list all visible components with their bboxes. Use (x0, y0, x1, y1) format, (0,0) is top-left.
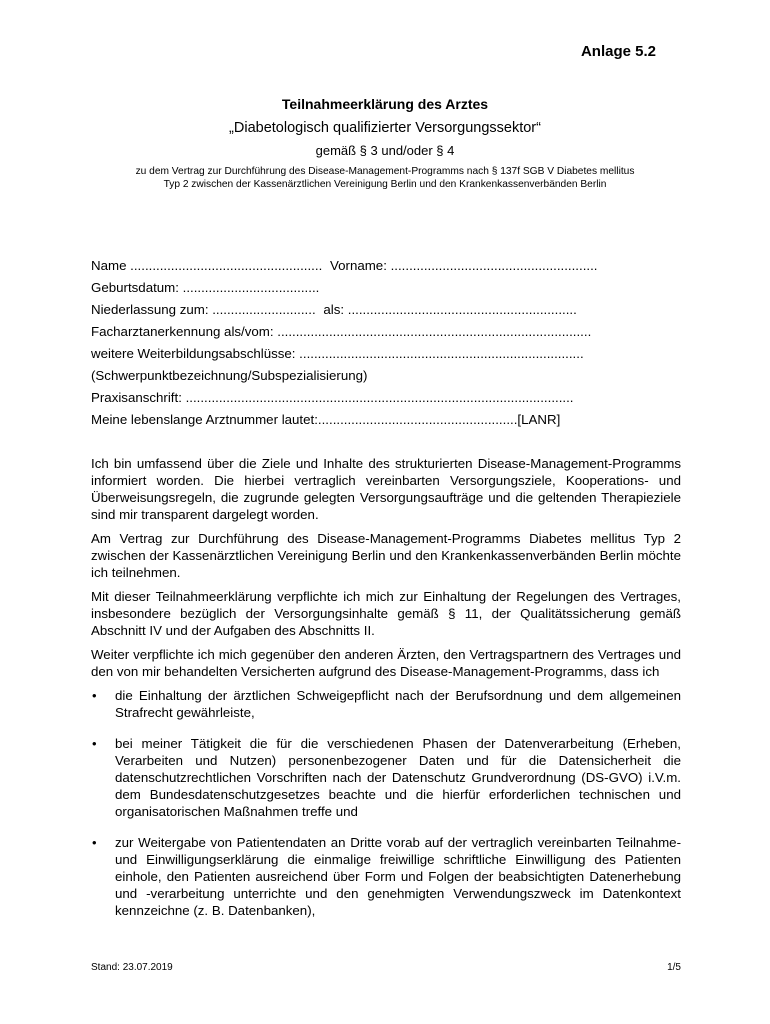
section-reference: gemäß § 3 und/oder § 4 (315, 143, 455, 158)
document-body (91, 455, 681, 933)
bullet-icon: • (92, 835, 97, 850)
form-row-geburtsdatum (91, 279, 681, 301)
paragraph-3: Mit dieser Teilnahmeerklärung verpflichte ich mich zur Einhaltung der Regelungen des Vertrages, insbesondere bezüglich der Versorgungsinhalte gemäß § 11, der Qualitätssicherung gemäß Abschnitt IV und der Aufgaben des Abschnitts II. (91, 589, 681, 638)
list-item-text: zur Weitergabe von Patientendaten an Dritte vorab auf der vertraglich vereinbarten Teilnahme- und Einwilligungserklärung die einmalige freiwillige schriftliche Einwilligung des Patienten einhole, den Patienten ausreichend über Form und Folgen der beabsichtigten Datenerhebung und -verarbeitung unterrichte und den genehmigten Verwendungszweck im Datenkontext kennzeichne (z. B. Datenbanken), (115, 835, 681, 918)
list-item (91, 834, 681, 919)
form-row-weiterbildung (91, 345, 681, 367)
annex-label: Anlage 5.2 (580, 43, 656, 60)
arztnummer-field[interactable]: Meine lebenslange Arztnummer lautet:......................................................[LANR] (91, 412, 561, 427)
niederlassung-field[interactable]: Niederlassung zum: ............................ (91, 302, 316, 317)
form-row-arztnummer (91, 411, 681, 433)
geburtsdatum-field[interactable]: Geburtsdatum: ..................................... (91, 280, 320, 295)
paragraph-1: Ich bin umfassend über die Ziele und Inhalte des strukturierten Disease-Management-Programms informiert worden. Die hierbei vertraglich vereinbarten Versorgungsziele, Kooperations- und Überweisungsregeln, die zugrunde gelegten Versorgungsaufträge und die geltenden Therapieziele sind mir transparent dargelegt worden. (91, 456, 681, 522)
vorname-field[interactable]: Vorname: ........................................................ (329, 258, 598, 273)
list-item (91, 687, 681, 721)
stand-date: Stand: 23.07.2019 (91, 962, 173, 973)
paragraph-4: Weiter verpflichte ich mich gegenüber den anderen Ärzten, den Vertragspartnern des Vertrages und den von mir behandelten Versicherten aufgrund des Disease-Management-Programms, dass ich (91, 647, 681, 679)
form-row-facharzt (91, 323, 681, 345)
bullet-icon: • (92, 688, 97, 703)
contract-line-2: Typ 2 zwischen der Kassenärztlichen Vereinigung Berlin und den Krankenkassenverbänden Berlin (163, 179, 607, 190)
form-row-name (91, 257, 681, 279)
form-row-schwerpunkt (91, 367, 681, 389)
bullet-icon: • (92, 736, 97, 751)
obligations-list (91, 687, 681, 919)
paragraph-2: Am Vertrag zur Durchführung des Disease-Management-Programms Diabetes mellitus Typ 2 zwischen der Kassenärztlichen Vereinigung Berlin und den Krankenkassenverbänden Berlin möchte ich teilnehmen. (91, 531, 681, 580)
page-number: 1/5 (667, 962, 681, 973)
contract-line-1: zu dem Vertrag zur Durchführung des Disease-Management-Programms nach § 137f SGB V Diabetes mellitus (135, 166, 635, 177)
document-header (90, 96, 680, 191)
name-field[interactable]: Name .................................................... (91, 258, 323, 273)
personal-data-form (91, 257, 681, 433)
als-field[interactable]: als: .............................................................. (323, 302, 577, 317)
list-item (91, 735, 681, 820)
document-subtitle: „Diabetologisch qualifizierter Versorgungssektor“ (229, 120, 541, 136)
facharzt-field[interactable]: Facharztanerkennung als/vom: ..................................................................................... (91, 324, 592, 339)
list-item-text: bei meiner Tätigkeit die für die verschiedenen Phasen der Datenverarbeitung (Erheben, Verarbeiten und Nutzen) personenbezogener Daten und für die Datensicherheit die datenschutzrechtlichen Vorschriften nach der Datenschutz Grundverordnung (DS-GVO) i.V.m. dem Bundesdatenschutzgesetzes beachte und die hierfür erforderlichen technischen und organisatorischen Maßnahmen treffe und (115, 736, 681, 819)
praxisanschrift-field[interactable]: Praxisanschrift: ......................................................................................................... (91, 390, 574, 405)
form-row-niederlassung (91, 301, 681, 323)
contract-description (90, 165, 680, 191)
schwerpunkt-label: (Schwerpunktbezeichnung/Subspezialisierung) (91, 368, 368, 383)
document-title: Teilnahmeerklärung des Arztes (281, 96, 489, 112)
weiterbildung-field[interactable]: weitere Weiterbildungsabschlüsse: ............................................................................. (91, 346, 584, 361)
form-row-praxisanschrift (91, 389, 681, 411)
list-item-text: die Einhaltung der ärztlichen Schweigepflicht nach der Berufsordnung und dem allgemeinen Strafrecht gewährleiste, (115, 688, 681, 720)
